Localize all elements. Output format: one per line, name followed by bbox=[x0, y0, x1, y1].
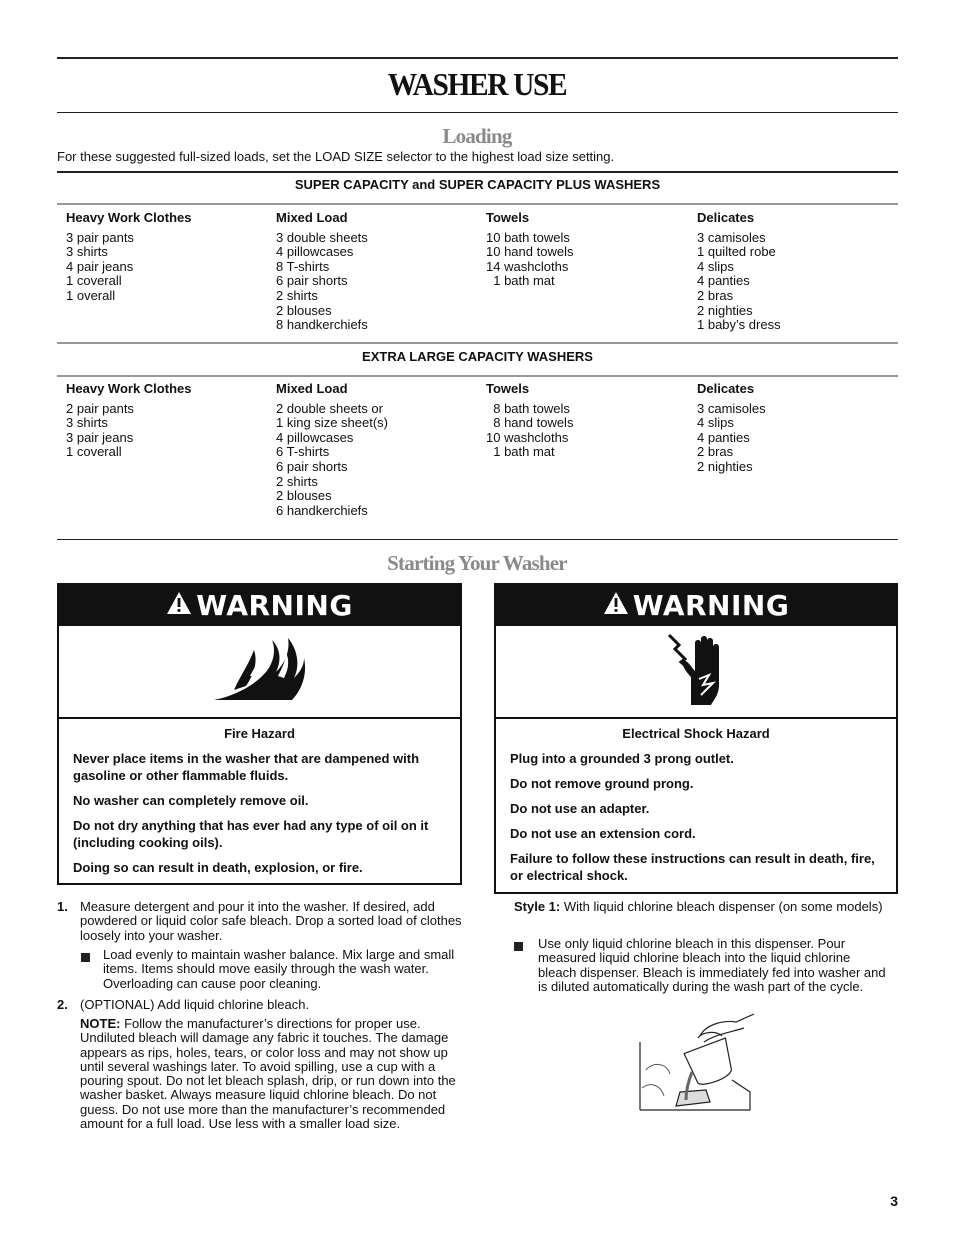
load-item: 2 blouses bbox=[276, 488, 332, 504]
column-heading: Towels bbox=[486, 381, 530, 396]
load-item: 1 bath mat bbox=[486, 444, 555, 460]
style-1-bullet: Use only liquid chlorine bleach in this dispenser. Pour measured liquid chlorine bleach into the liquid chlorine bleach dispenser. Bleach is immediately fed into washer and is diluted automatically during the wash part of the cycle. bbox=[538, 936, 886, 994]
shock-hazard-title: Electrical Shock Hazard bbox=[622, 726, 770, 741]
load-item: 1 overall bbox=[66, 287, 116, 303]
load-item: 1 baby’s dress bbox=[697, 317, 781, 333]
warning-line: Failure to follow these instructions can result in death, fire, or electrical shock. bbox=[510, 851, 875, 883]
load-item: 14 washcloths bbox=[486, 258, 569, 274]
warning-triangle-icon bbox=[166, 589, 192, 622]
column-heading: Heavy Work Clothes bbox=[66, 210, 192, 225]
bullet-marker bbox=[81, 953, 90, 962]
load-item: 8 handkerchiefs bbox=[276, 317, 368, 333]
page-title: WASHER USE bbox=[387, 66, 567, 102]
step-2-note bbox=[80, 1017, 464, 1131]
load-item: 6 pair shorts bbox=[276, 458, 348, 474]
load-column bbox=[486, 211, 573, 289]
column-heading: Mixed Load bbox=[276, 381, 348, 396]
top-rule bbox=[57, 57, 898, 59]
starting-heading: Starting Your Washer bbox=[387, 551, 567, 575]
table2-header-rule bbox=[57, 375, 898, 377]
style-1-intro bbox=[514, 900, 889, 914]
note-text: Follow the manufacturer’s directions for proper use. Undiluted bleach will damage any fabric it touches. The damage appears as rips, holes, tears, or color loss and may not show up until several washings later. To avoid spilling, use a cup with a pouring spout. Do not let bleach splash, drip, or run down into the washer basket. Always measure liquid chlorine bleach. Do not guess. Do not use more than the manufacturer’s recommended amount for a full load. Use less with a smaller load size. bbox=[80, 1016, 456, 1132]
load-item: 6 pair shorts bbox=[276, 273, 348, 289]
warning-line: Plug into a grounded 3 prong outlet. bbox=[510, 751, 734, 766]
load-item: 3 shirts bbox=[66, 244, 108, 260]
load-item: 2 shirts bbox=[276, 473, 318, 489]
fire-warning-label: WARNING bbox=[196, 589, 353, 622]
load-item: 1 king size sheet(s) bbox=[276, 415, 388, 431]
step-2-number: 2. bbox=[57, 997, 68, 1012]
load-column bbox=[486, 382, 573, 460]
load-item: 3 camisoles bbox=[697, 229, 766, 245]
load-item: 4 panties bbox=[697, 273, 750, 289]
style-1-text: With liquid chlorine bleach dispenser (on some models) bbox=[563, 899, 883, 914]
load-column bbox=[276, 211, 368, 333]
section-rule bbox=[57, 539, 898, 540]
load-item: 3 shirts bbox=[66, 415, 108, 431]
step-1-bullet: Load evenly to maintain washer balance. Mix large and small items. Items should move easily through the wash water. Overloading can cause poor cleaning. bbox=[103, 947, 455, 991]
load-column bbox=[276, 382, 388, 518]
shock-icon-area bbox=[496, 626, 896, 719]
fire-warning-box bbox=[57, 583, 462, 885]
load-item: 2 bras bbox=[697, 444, 734, 460]
fire-icon bbox=[214, 636, 306, 707]
column-heading: Delicates bbox=[697, 381, 755, 396]
load-item: 2 nighties bbox=[697, 302, 753, 318]
load-column bbox=[66, 211, 191, 304]
shock-warning-label: WARNING bbox=[632, 589, 790, 622]
loading-heading: Loading bbox=[442, 124, 512, 148]
shock-warning-bar bbox=[496, 585, 896, 626]
bullet-marker bbox=[514, 942, 523, 951]
table2-top-rule bbox=[57, 342, 898, 344]
table1-top-rule bbox=[57, 171, 898, 173]
load-item: 8 T-shirts bbox=[276, 258, 330, 274]
warning-line: No washer can completely remove oil. bbox=[73, 793, 309, 808]
column-heading: Mixed Load bbox=[276, 210, 348, 225]
load-column bbox=[697, 382, 766, 475]
note-label: NOTE: bbox=[80, 1016, 121, 1031]
warning-line: Doing so can result in death, explosion, or fire. bbox=[73, 860, 363, 875]
warning-line: Do not remove ground prong. bbox=[510, 776, 694, 791]
load-item: 4 panties bbox=[697, 429, 750, 445]
load-item: 4 slips bbox=[697, 258, 734, 274]
pouring-bleach-illustration bbox=[636, 1012, 756, 1119]
load-item: 3 pair jeans bbox=[66, 429, 134, 445]
table1-header-rule bbox=[57, 203, 898, 205]
style-1-label: Style 1: bbox=[514, 899, 561, 914]
load-item: 10 hand towels bbox=[486, 244, 574, 260]
load-item: 10 washcloths bbox=[486, 429, 569, 445]
step-1-text: Measure detergent and pour it into the washer. If desired, add powdered or liquid color safe bleach. Drop a sorted load of clothes loosely into your washer. bbox=[80, 899, 462, 943]
warning-line: Do not use an adapter. bbox=[510, 801, 650, 816]
warning-line: Never place items in the washer that are dampened with gasoline or other flammable fluids. bbox=[73, 751, 420, 783]
load-item: 10 bath towels bbox=[486, 229, 570, 245]
step-1-number: 1. bbox=[57, 899, 68, 914]
shock-warning-box bbox=[494, 583, 898, 894]
load-item: 8 hand towels bbox=[486, 415, 574, 431]
column-heading: Heavy Work Clothes bbox=[66, 381, 192, 396]
title-rule bbox=[57, 112, 898, 113]
load-item: 1 coverall bbox=[66, 444, 122, 460]
electric-shock-hand-icon bbox=[661, 629, 731, 714]
load-item: 6 handkerchiefs bbox=[276, 502, 368, 518]
step-2-text: (OPTIONAL) Add liquid chlorine bleach. bbox=[80, 997, 310, 1012]
load-column bbox=[66, 382, 191, 460]
fire-warning-text bbox=[59, 719, 460, 876]
load-item: 2 pair pants bbox=[66, 400, 134, 416]
table2-header: EXTRA LARGE CAPACITY WASHERS bbox=[362, 349, 593, 364]
load-item: 2 nighties bbox=[697, 458, 753, 474]
load-item: 1 bath mat bbox=[486, 273, 555, 289]
loading-intro: For these suggested full-sized loads, set the LOAD SIZE selector to the highest load size setting. bbox=[57, 149, 615, 164]
load-item: 2 double sheets or bbox=[276, 400, 383, 416]
warning-line: Do not dry anything that has ever had any type of oil on it (including cooking oils). bbox=[73, 818, 429, 850]
fire-icon-area bbox=[59, 626, 460, 719]
page-number: 3 bbox=[890, 1193, 898, 1209]
fire-hazard-title: Fire Hazard bbox=[224, 726, 295, 741]
table1-header: SUPER CAPACITY and SUPER CAPACITY PLUS WASHERS bbox=[294, 177, 661, 192]
column-heading: Towels bbox=[486, 210, 530, 225]
load-item: 4 pillowcases bbox=[276, 429, 354, 445]
warning-triangle-icon bbox=[603, 589, 629, 622]
load-item: 1 coverall bbox=[66, 273, 122, 289]
load-item: 3 camisoles bbox=[697, 400, 766, 416]
load-item: 3 pair pants bbox=[66, 229, 134, 245]
load-item: 1 quilted robe bbox=[697, 244, 776, 260]
load-item: 2 shirts bbox=[276, 287, 318, 303]
load-item: 8 bath towels bbox=[486, 400, 570, 416]
load-item: 2 bras bbox=[697, 287, 734, 303]
load-item: 4 slips bbox=[697, 415, 734, 431]
warning-line: Do not use an extension cord. bbox=[510, 826, 696, 841]
load-item: 3 double sheets bbox=[276, 229, 368, 245]
load-item: 4 pair jeans bbox=[66, 258, 134, 274]
fire-warning-bar bbox=[59, 585, 460, 626]
load-item: 4 pillowcases bbox=[276, 244, 354, 260]
column-heading: Delicates bbox=[697, 210, 755, 225]
load-item: 6 T-shirts bbox=[276, 444, 330, 460]
shock-warning-text bbox=[496, 719, 896, 884]
load-column bbox=[697, 211, 781, 333]
load-item: 2 blouses bbox=[276, 302, 332, 318]
